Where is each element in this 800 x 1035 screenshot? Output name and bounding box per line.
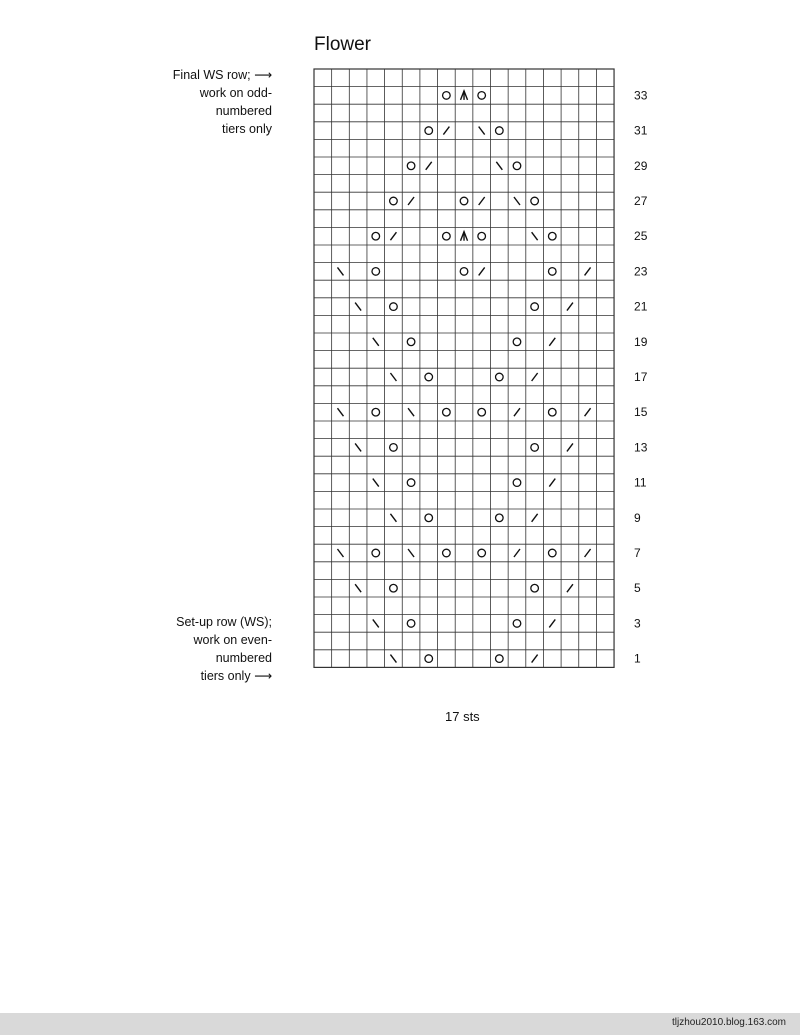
row-number-label: 11 bbox=[634, 475, 647, 490]
yarn-over-symbol bbox=[478, 232, 486, 240]
yarn-over-symbol bbox=[531, 197, 539, 205]
k2tog-symbol bbox=[567, 303, 573, 311]
right-arrow-icon: ⟶ bbox=[254, 67, 272, 82]
ssk-symbol bbox=[479, 127, 485, 135]
yarn-over-symbol bbox=[531, 303, 539, 311]
k2tog-symbol bbox=[479, 267, 485, 275]
yarn-over-symbol bbox=[460, 197, 468, 205]
ssk-symbol bbox=[337, 408, 343, 416]
yarn-over-symbol bbox=[425, 655, 433, 663]
ssk-symbol bbox=[373, 338, 379, 346]
yarn-over-symbol bbox=[531, 584, 539, 592]
note-bottom-line-2: work on even- bbox=[193, 633, 272, 647]
row-number-label: 27 bbox=[634, 194, 648, 208]
k2tog-symbol bbox=[585, 408, 591, 416]
yarn-over-symbol bbox=[513, 479, 521, 487]
stitch-count-label: 17 sts bbox=[445, 709, 480, 724]
k2tog-symbol bbox=[567, 584, 573, 592]
row-number-label: 23 bbox=[634, 264, 648, 279]
yarn-over-symbol bbox=[372, 232, 380, 240]
row-number-label: 9 bbox=[634, 510, 641, 525]
chart-title: Flower bbox=[314, 34, 372, 55]
ssk-symbol bbox=[408, 408, 414, 416]
row-number-label: 13 bbox=[634, 440, 648, 455]
yarn-over-symbol bbox=[407, 620, 415, 628]
yarn-over-symbol bbox=[548, 408, 556, 416]
yarn-over-symbol bbox=[531, 444, 539, 452]
yarn-over-symbol bbox=[372, 408, 380, 416]
row-number-label: 1 bbox=[634, 651, 641, 666]
k2tog-symbol bbox=[479, 197, 485, 205]
k2tog-symbol bbox=[549, 479, 555, 487]
ssk-symbol bbox=[532, 232, 538, 240]
ssk-symbol bbox=[514, 197, 520, 205]
k2tog-symbol bbox=[567, 443, 573, 451]
yarn-over-symbol bbox=[372, 268, 380, 276]
yarn-over-symbol bbox=[496, 514, 504, 522]
yarn-over-symbol bbox=[478, 408, 486, 416]
yarn-over-symbol bbox=[548, 549, 556, 557]
ssk-symbol bbox=[390, 514, 396, 522]
k2tog-symbol bbox=[408, 197, 414, 205]
yarn-over-symbol bbox=[513, 162, 521, 170]
ssk-symbol bbox=[390, 373, 396, 381]
note-top-line-2: work on odd- bbox=[199, 86, 272, 100]
k2tog-symbol bbox=[549, 338, 555, 346]
yarn-over-symbol bbox=[548, 268, 556, 276]
yarn-over-symbol bbox=[425, 514, 433, 522]
yarn-over-symbol bbox=[443, 549, 451, 557]
yarn-over-symbol bbox=[443, 232, 451, 240]
yarn-over-symbol bbox=[407, 338, 415, 346]
k2tog-symbol bbox=[532, 655, 538, 663]
yarn-over-symbol bbox=[548, 232, 556, 240]
note-bottom-line-4: tiers only ⟶ bbox=[200, 668, 272, 683]
ssk-symbol bbox=[373, 619, 379, 627]
yarn-over-symbol bbox=[390, 303, 398, 311]
k2tog-symbol bbox=[585, 267, 591, 275]
yarn-over-symbol bbox=[372, 549, 380, 557]
ssk-symbol bbox=[496, 162, 502, 170]
note-bottom-line-3: numbered bbox=[215, 651, 272, 665]
yarn-over-symbol bbox=[407, 479, 415, 487]
yarn-over-symbol bbox=[478, 92, 486, 100]
footer-bar bbox=[0, 1013, 800, 1035]
yarn-over-symbol bbox=[513, 620, 521, 628]
k2tog-symbol bbox=[443, 127, 449, 135]
yarn-over-symbol bbox=[496, 127, 504, 135]
k2tog-symbol bbox=[426, 162, 432, 170]
yarn-over-symbol bbox=[496, 373, 504, 381]
k2tog-symbol bbox=[532, 373, 538, 381]
row-number-label: 15 bbox=[634, 405, 648, 420]
row-number-label: 17 bbox=[634, 370, 648, 384]
yarn-over-symbol bbox=[390, 444, 398, 452]
yarn-over-symbol bbox=[460, 268, 468, 276]
yarn-over-symbol bbox=[425, 373, 433, 381]
ssk-symbol bbox=[355, 303, 361, 311]
yarn-over-symbol bbox=[390, 584, 398, 592]
row-number-label: 31 bbox=[634, 123, 648, 138]
row-number-label: 19 bbox=[634, 334, 648, 349]
k2tog-symbol bbox=[390, 232, 396, 240]
row-number-label: 21 bbox=[634, 299, 648, 314]
yarn-over-symbol bbox=[407, 162, 415, 170]
row-number-label: 5 bbox=[634, 581, 641, 596]
k2tog-symbol bbox=[532, 514, 538, 522]
right-arrow-icon: ⟶ bbox=[254, 668, 272, 683]
note-bottom-line-1: Set-up row (WS); bbox=[176, 615, 272, 629]
watermark-text: tljzhou2010.blog.163.com bbox=[672, 1017, 786, 1028]
note-top-line-3: numbered bbox=[215, 104, 272, 118]
k2tog-symbol bbox=[514, 408, 520, 416]
row-number-label: 3 bbox=[634, 616, 641, 631]
yarn-over-symbol bbox=[425, 127, 433, 135]
yarn-over-symbol bbox=[478, 549, 486, 557]
note-top-line-4: tiers only bbox=[221, 122, 272, 136]
yarn-over-symbol bbox=[443, 408, 451, 416]
ssk-symbol bbox=[355, 443, 361, 451]
ssk-symbol bbox=[355, 584, 361, 592]
yarn-over-symbol bbox=[443, 92, 451, 100]
yarn-over-symbol bbox=[496, 655, 504, 663]
k2tog-symbol bbox=[514, 549, 520, 557]
note-top-line-1: Final WS row; ⟶ bbox=[172, 67, 272, 82]
row-number-label: 7 bbox=[634, 546, 641, 560]
row-number-label: 33 bbox=[634, 88, 648, 103]
yarn-over-symbol bbox=[390, 197, 398, 205]
ssk-symbol bbox=[408, 549, 414, 557]
row-number-label: 25 bbox=[634, 229, 648, 244]
k2tog-symbol bbox=[585, 549, 591, 557]
yarn-over-symbol bbox=[513, 338, 521, 346]
ssk-symbol bbox=[373, 479, 379, 487]
k2tog-symbol bbox=[549, 619, 555, 627]
row-number-label: 29 bbox=[634, 158, 648, 173]
ssk-symbol bbox=[337, 267, 343, 275]
ssk-symbol bbox=[390, 655, 396, 663]
ssk-symbol bbox=[337, 549, 343, 557]
